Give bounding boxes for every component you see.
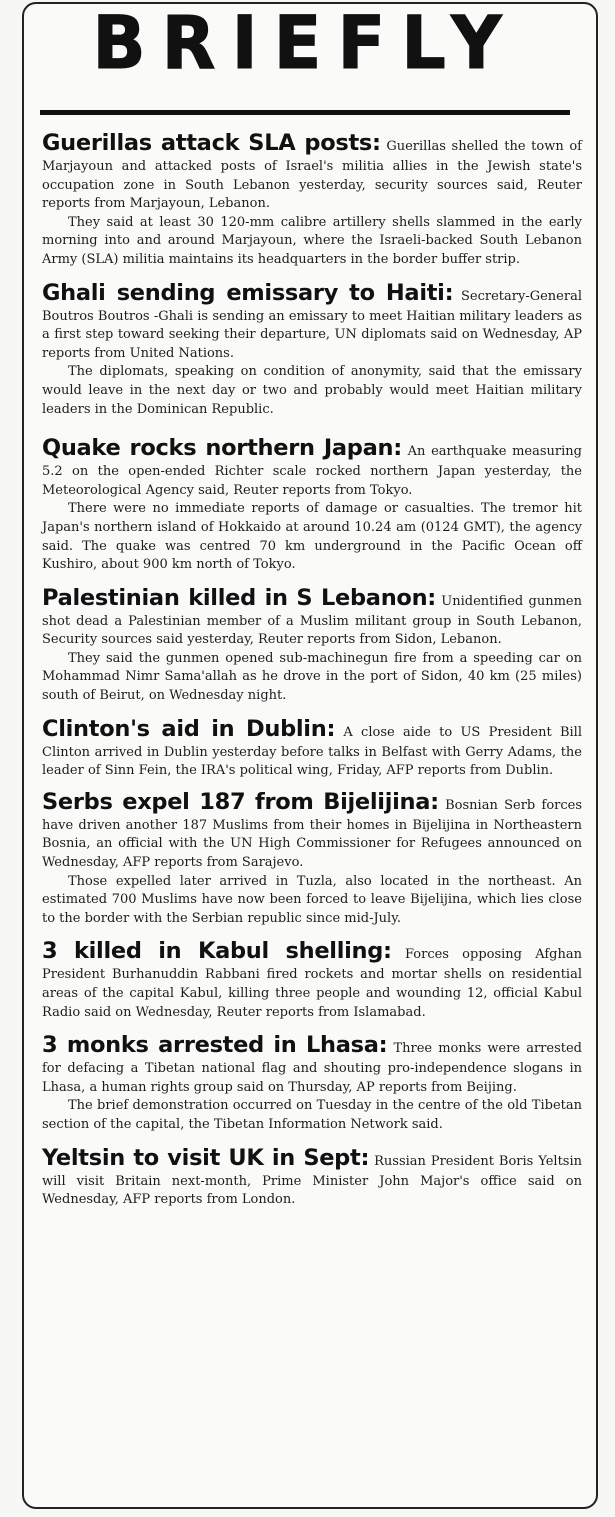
item-lead-paragraph bbox=[42, 714, 582, 781]
item-lead: Guerillas shelled the town of Marjayoun and attacked posts of Israel's militia allies in the Jewish state's occupation zone in South Lebanon yesterday, security sources said, Reuter reports from Marjayoun, Lebanon. bbox=[42, 139, 582, 212]
item-lead: Unidentified gunmen shot dead a Palestinian member of a Muslim militant group in South Lebanon, Security sources said yesterday, Reuter reports from Sidon, Lebanon. bbox=[42, 593, 582, 648]
news-item bbox=[42, 278, 582, 420]
item-lead: Three monks were arrested for defacing a Tibetan national flag and shouting pro-independence slogans in Lhasa, a human rights group said on Thursday, AP reports from Beijing. bbox=[42, 1041, 582, 1095]
news-item bbox=[42, 936, 582, 1022]
news-item bbox=[42, 1143, 582, 1210]
item-lead-paragraph bbox=[42, 128, 582, 214]
item-body-paragraph: They said the gunmen opened sub-machinegun fire from a speeding car on Mohammad Nimr Sama'allah as he drove in the port of Sidon, 40 km (25 miles) south of Beirut, on Wednesday night. bbox=[42, 650, 582, 704]
news-item bbox=[42, 1030, 582, 1134]
item-lead: Secretary-General Boutros Boutros -Ghali is sending an emissary to meet Haitian military leaders as a first step toward seeking their departure, UN diplomats said on Wednesday, AP reports from United Nations. bbox=[42, 288, 582, 361]
news-item bbox=[42, 583, 582, 706]
item-lead-paragraph bbox=[42, 278, 582, 364]
news-item bbox=[42, 787, 582, 929]
item-lead-paragraph bbox=[42, 433, 582, 500]
item-lead-paragraph bbox=[42, 787, 582, 873]
masthead-rule bbox=[40, 110, 570, 115]
item-headline: Quake rocks northern Japan: bbox=[42, 435, 402, 462]
item-lead-paragraph bbox=[42, 936, 582, 1022]
item-headline: Guerillas attack SLA posts: bbox=[42, 130, 381, 156]
item-lead: Bosnian Serb forces have driven another 187 Muslims from their homes in Bijelijina in Northeastern Bosnia, an official with the UN High Commissioner for Refugees announced on Wednesday, AFP reports from Sarajevo. bbox=[42, 797, 583, 871]
item-headline: Palestinian killed in S Lebanon: bbox=[42, 584, 436, 611]
item-body-paragraph: The brief demonstration occurred on Tuesday in the centre of the old Tibetan section of the capital, the Tibetan Information Network said. bbox=[42, 1098, 582, 1132]
news-item bbox=[42, 714, 582, 781]
item-headline: 3 monks arrested in Lhasa: bbox=[42, 1032, 388, 1059]
item-lead-paragraph bbox=[42, 583, 582, 650]
item-headline: 3 killed in Kabul shelling: bbox=[42, 938, 392, 965]
item-lead: A close aide to US President Bill Clinton arrived in Dublin yesterday before talks in Belfast with Gerry Adams, the leader of Sinn Fein, the IRA's political wing, Friday, AFP reports from Dublin. bbox=[42, 724, 582, 779]
news-item bbox=[42, 128, 582, 270]
item-lead-paragraph bbox=[42, 1143, 582, 1210]
item-headline: Clinton's aid in Dublin: bbox=[42, 715, 336, 742]
item-headline: Serbs expel 187 from Bijelijina: bbox=[42, 788, 439, 815]
item-lead-paragraph bbox=[42, 1030, 582, 1097]
news-item bbox=[42, 433, 582, 575]
masthead-title: BRIEFLY bbox=[92, 0, 518, 87]
item-body-paragraph: Those expelled later arrived in Tuzla, also located in the northeast. An estimated 700 Muslims have now been forced to leave Bijelijina, which lies close to the border with the Serbian republic since mid-July. bbox=[42, 873, 582, 926]
news-briefs bbox=[42, 118, 582, 1210]
item-lead: Russian President Boris Yeltsin will visit Britain next-month, Prime Minister John Major's office said on Wednesday, AFP reports from London. bbox=[42, 1153, 582, 1208]
item-body-paragraph: The diplomats, speaking on condition of anonymity, said that the emissary would leave in the next day or two and probably would meet Haitian military leaders in the Dominican Republic. bbox=[42, 364, 582, 417]
item-headline: Ghali sending emissary to Haiti: bbox=[42, 279, 454, 306]
item-lead: An earthquake measuring 5.2 on the open-ended Richter scale rocked northern Japan yesterday, the Meteorological Agency said, Reuter reports from Tokyo. bbox=[42, 444, 582, 498]
item-body-paragraph: There were no immediate reports of damage or casualties. The tremor hit Japan's northern island of Hokkaido at around 10.24 am (0124 GMT), the agency said. The quake was centred 70 km underground in the Pacific Ocean off Kushiro, about 900 km north of Tokyo. bbox=[42, 501, 582, 573]
item-body-paragraph: They said at least 30 120-mm calibre artillery shells slammed in the early morning into and around Marjayoun, where the Israeli-backed South Lebanon Army (SLA) militia maintains its headquarters in the border buffer strip. bbox=[42, 214, 582, 267]
item-lead: Forces opposing Afghan President Burhanuddin Rabbani fired rockets and mortar shells on residential areas of the capital Kabul, killing three people and wounding 12, official Kabul Radio said on Wednesday, Reuter reports from Islamabad. bbox=[42, 947, 582, 1020]
item-headline: Yeltsin to visit UK in Sept: bbox=[42, 1144, 370, 1171]
